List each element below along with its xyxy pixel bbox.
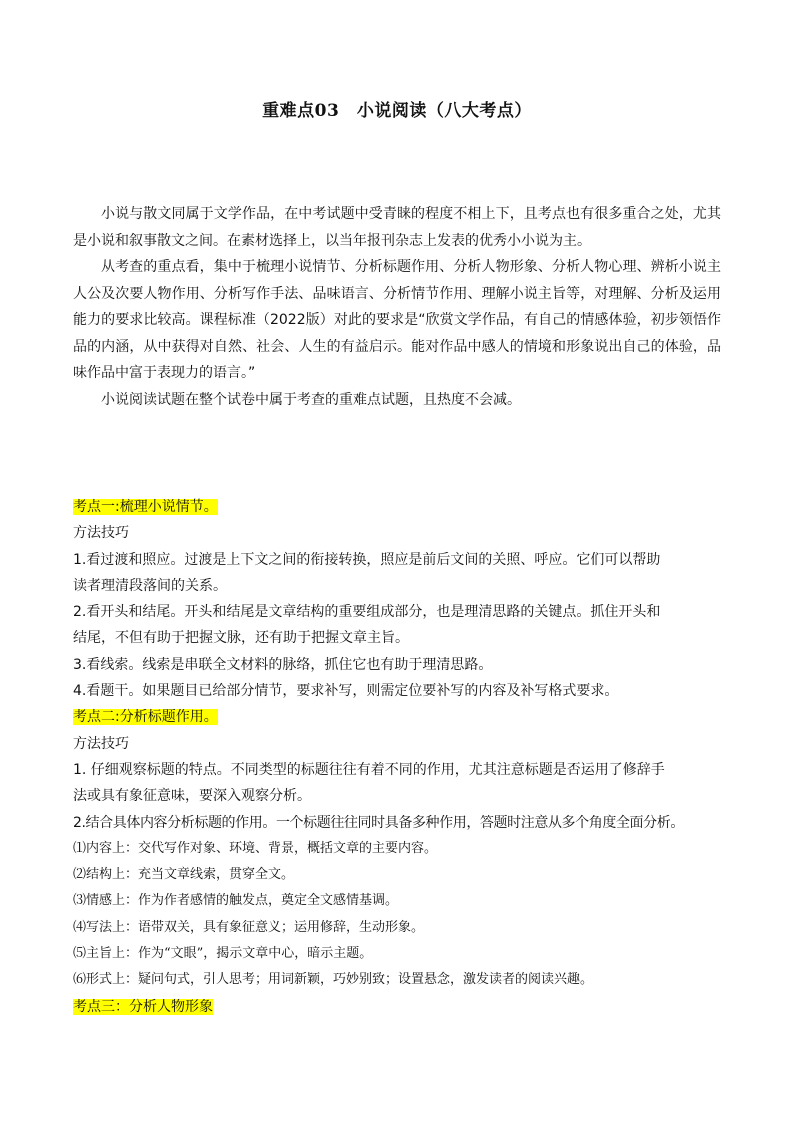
body-line: 结尾，不但有助于把握文脉，还有助于把握文章主旨。 bbox=[73, 630, 409, 647]
intro-paragraph: 小说与散文同属于文学作品，在中考试题中受青睐的程度不相上下，且考点也有很多重合之处，尤其是小说和叙事散文之间。在素材选择上，以当年报刊杂志上发表的优秀小小说为主。 bbox=[73, 206, 721, 249]
body-line: 3.看线索。线索是串联全文材料的脉络，抓住它也有助于理清思路。 bbox=[73, 656, 493, 673]
body-line: 1. 仔细观察标题的特点。不同类型的标题往往有着不同的作用，尤其注意标题是否运用了修辞手 bbox=[73, 761, 665, 778]
list-item: ⑹形式上：疑问句式，引人思考；用词新颖，巧妙别致；设置悬念，激发读者的阅读兴趣。 bbox=[73, 972, 594, 988]
body-line: 2.看开头和结尾。开头和结尾是文章结构的重要组成部分，也是理清思路的关键点。抓住开头和 bbox=[73, 604, 661, 621]
list-item: ⑷写法上：语带双关，具有象征意义；运用修辞，生动形象。 bbox=[73, 919, 425, 935]
section-heading-text: 考点二:分析标题作用。 bbox=[73, 709, 218, 726]
method-label: 方法技巧 bbox=[73, 525, 129, 542]
list-item: ⑵结构上：充当文章线索，贯穿全文。 bbox=[73, 867, 295, 883]
main-content bbox=[73, 494, 721, 1020]
body-line: 2.结合具体内容分析标题的作用。一个标题往往同时具备多种作用，答题时注意从多个角度全面分析。 bbox=[73, 814, 684, 831]
body-line: 1.看过渡和照应。过渡是上下文之间的衔接转换，照应是前后文间的关照、呼应。它们可以帮助 bbox=[73, 551, 661, 568]
intro-section bbox=[73, 201, 721, 413]
section-heading-2 bbox=[73, 704, 721, 730]
body-line: 读者理清段落间的关系。 bbox=[73, 577, 227, 594]
body-line: 法或具有象征意味，要深入观察分析。 bbox=[73, 788, 311, 805]
intro-paragraph: 小说阅读试题在整个试卷中属于考查的重难点试题，且热度不会减。 bbox=[101, 391, 521, 408]
section-heading-text: 考点一:梳理小说情节。 bbox=[73, 499, 218, 515]
list-item: ⑴内容上：交代写作对象、环境、背景，概括文章的主要内容。 bbox=[73, 840, 438, 856]
method-label: 方法技巧 bbox=[73, 735, 129, 752]
body-line: 4.看题干。如果题目已给部分情节，要求补写，则需定位要补写的内容及补写格式要求。 bbox=[73, 683, 619, 700]
list-item: ⑶情感上：作为作者感情的触发点，奠定全文感情基调。 bbox=[73, 893, 399, 909]
section-heading-text: 考点三：分析人物形象 bbox=[73, 998, 213, 1015]
intro-paragraph: 从考查的重点看，集中于梳理小说情节、分析标题作用、分析人物形象、分析人物心理、辨析小说主人公及次要人物作用、分析写作手法、品味语言、分析情节作用、理解小说主旨等，对理解、分析及运用能力的要求比较高。课程标准（2022版）对此的要求是“欣赏文学作品，有自己的情感体验，初步领悟作品的内涵，从中获得对自然、社会、人生的有益启示。能对作品中感人的情境和形象说出自己的体验，品味作品中富于表现力的语言。” bbox=[73, 259, 721, 381]
list-item: ⑸主旨上：作为“文眼”，揭示文章中心，暗示主题。 bbox=[73, 946, 373, 962]
section-heading-3 bbox=[73, 994, 721, 1020]
page-title: 重难点03 小说阅读（八大考点） bbox=[262, 101, 532, 121]
section-heading-1 bbox=[73, 494, 721, 520]
